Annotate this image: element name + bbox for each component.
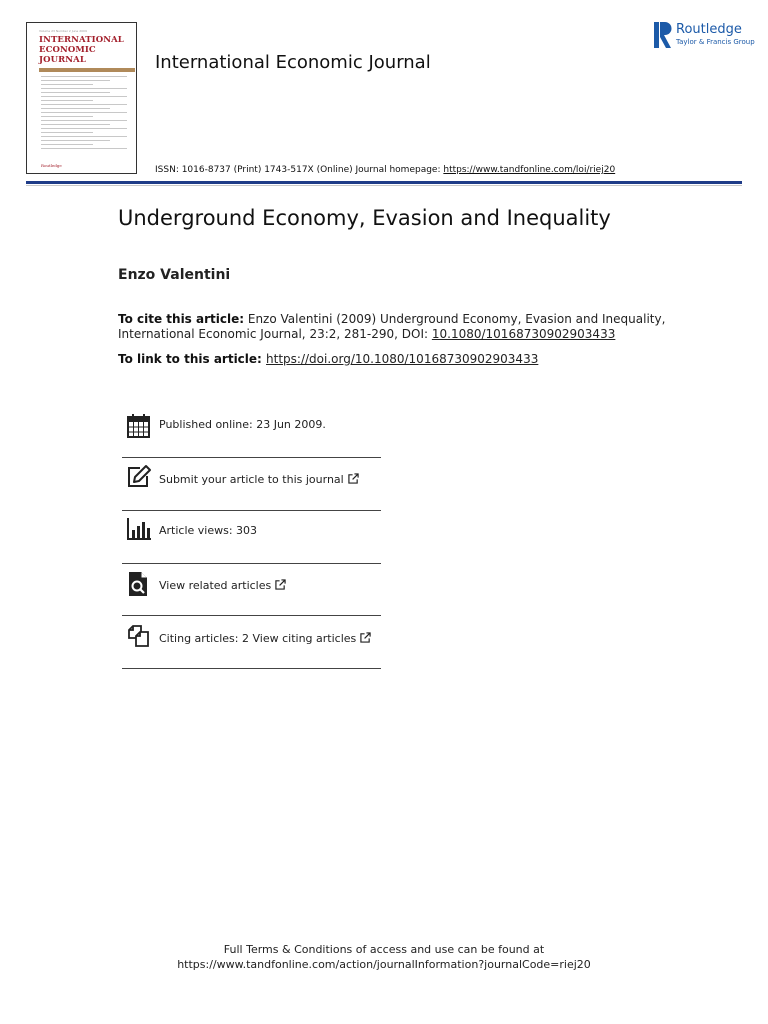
citation-text: Enzo Valentini (2009) Underground Economy, Evasion and Inequality, International Economic Journal, 23:2, 281-290, DOI: [118,312,666,341]
calendar-icon [126,413,152,439]
article-title: Underground Economy, Evasion and Inequality [118,206,611,230]
citing-articles-link[interactable]: Citing articles: 2 View citing articles [159,632,371,645]
citing-articles-icon [126,624,152,650]
info-separator [122,615,381,616]
journal-cover-thumbnail [26,22,137,174]
citation-block [118,312,678,342]
publisher-logo-name: Routledge [676,22,742,37]
terms-url[interactable]: https://www.tandfonline.com/action/journalInformation?journalCode=riej20 [177,958,591,971]
journal-name: International Economic Journal [155,52,431,73]
issn-text: ISSN: 1016-8737 (Print) 1743-517X (Online) Journal homepage: [155,165,444,175]
routledge-r-icon [654,22,672,48]
terms-footer [0,942,768,972]
header-rule [26,181,742,184]
info-separator [122,457,381,458]
article-author: Enzo Valentini [118,267,231,283]
article-link-label: To link to this article: [118,352,267,366]
bar-chart-icon [126,516,152,542]
citation-label: To cite this article: [118,312,245,326]
article-views-row [122,514,381,566]
article-link-url[interactable]: https://doi.org/10.1080/10168730902903433 [266,352,539,366]
external-link-icon [360,632,371,643]
info-separator [122,563,381,564]
submit-article-row[interactable] [122,462,381,514]
published-online-text: Published online: 23 Jun 2009. [159,418,326,431]
cover-title: INTERNATIONAL ECONOMIC JOURNAL [39,35,124,65]
doi-link[interactable]: 10.1080/10168730902903433 [431,327,616,341]
submit-article-link[interactable]: Submit your article to this journal [159,473,359,486]
external-link-icon [348,473,359,484]
terms-line: Full Terms & Conditions of access and use can be found at [223,943,545,956]
search-document-icon [126,571,152,597]
citing-articles-row[interactable] [122,620,381,672]
article-views-text: Article views: 303 [159,524,258,537]
related-articles-row[interactable] [122,567,381,619]
published-online-row [122,410,381,462]
journal-homepage-link[interactable]: https://www.tandfonline.com/loi/riej20 [443,165,616,175]
cover-contents-lines [41,76,127,152]
external-link-icon [275,579,286,590]
related-articles-link[interactable]: View related articles [159,579,286,592]
cover-band [39,68,135,72]
article-link-block [118,352,538,366]
cover-publisher: Routledge [41,163,62,168]
info-separator [122,668,381,669]
cover-issue-info: Volume 23 Number 2 June 2009 [39,29,87,33]
issn-line [155,165,615,175]
info-separator [122,510,381,511]
publisher-logo-subtitle: Taylor & Francis Group [676,38,755,46]
edit-icon [126,464,152,490]
header-rule-thin [26,185,742,186]
